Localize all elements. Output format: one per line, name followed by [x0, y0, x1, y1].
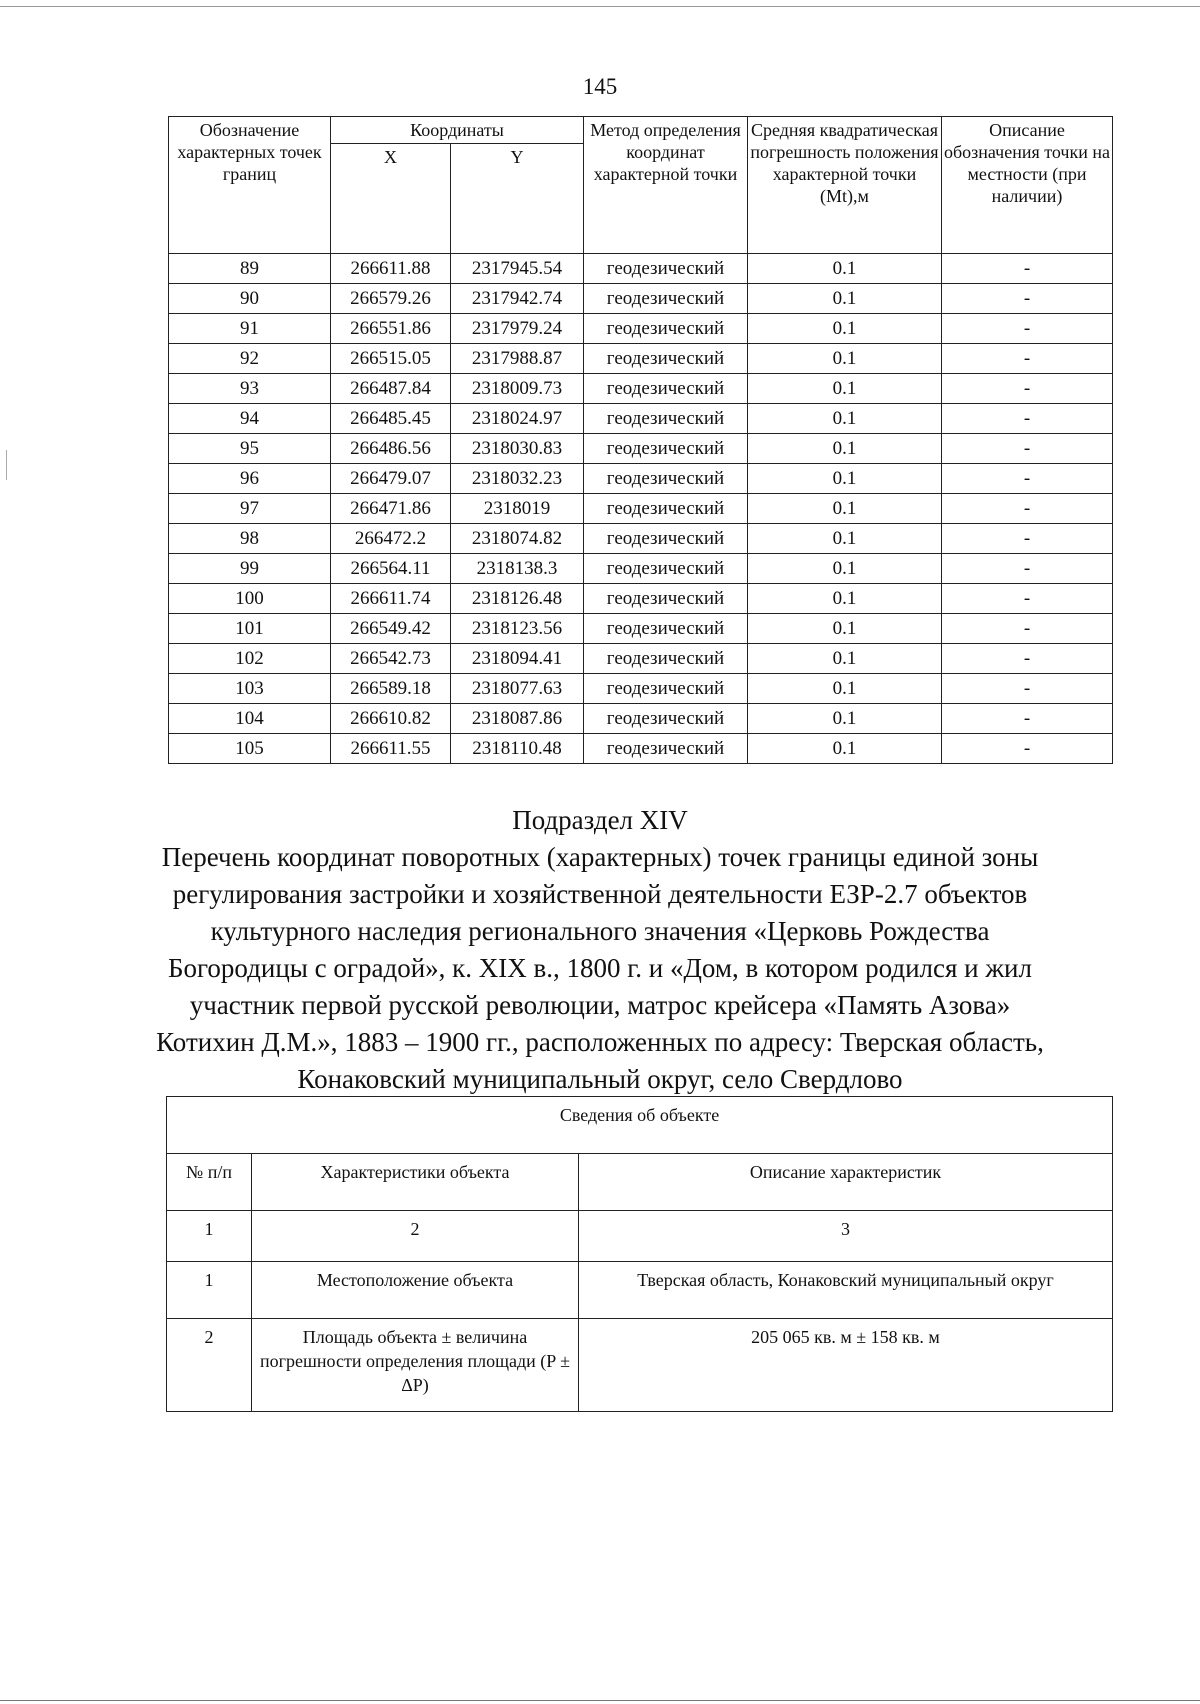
- y-cell: 2318077.63: [451, 674, 584, 704]
- info-table-title: Сведения об объекте: [167, 1097, 1113, 1154]
- coordinates-rows: [169, 254, 1113, 764]
- method-cell: геодезический: [584, 344, 748, 374]
- error-cell: 0.1: [748, 644, 942, 674]
- subsection-line: культурного наследия регионального значения «Церковь Рождества: [210, 916, 990, 946]
- point-cell: 93: [169, 374, 331, 404]
- method-cell: геодезический: [584, 314, 748, 344]
- subsection-line: Конаковский муниципальный округ, село Свердлово: [297, 1064, 903, 1094]
- error-cell: 0.1: [748, 704, 942, 734]
- point-cell: 99: [169, 554, 331, 584]
- coordinate-row: [169, 314, 1113, 344]
- description-cell: -: [942, 314, 1113, 344]
- coordinate-row: [169, 254, 1113, 284]
- x-cell: 266611.74: [331, 584, 451, 614]
- x-cell: 266515.05: [331, 344, 451, 374]
- subsection-line: Котихин Д.М.», 1883 – 1900 гг., расположенных по адресу: Тверская область,: [156, 1027, 1044, 1057]
- y-cell: 2318074.82: [451, 524, 584, 554]
- method-cell: геодезический: [584, 614, 748, 644]
- method-cell: геодезический: [584, 284, 748, 314]
- info-row-characteristic: Местоположение объекта: [252, 1262, 579, 1319]
- point-cell: 101: [169, 614, 331, 644]
- description-cell: -: [942, 674, 1113, 704]
- coordinate-row: [169, 404, 1113, 434]
- description-cell: -: [942, 464, 1113, 494]
- header-y: Y: [451, 144, 584, 254]
- coordinates-table: [168, 116, 1113, 764]
- description-cell: -: [942, 644, 1113, 674]
- y-cell: 2318110.48: [451, 734, 584, 764]
- description-cell: -: [942, 614, 1113, 644]
- info-row-characteristic: Площадь объекта ± величина погрешности определения площади (P ± ΔP): [252, 1319, 579, 1412]
- info-row-description: 205 065 кв. м ± 158 кв. м: [579, 1319, 1113, 1412]
- method-cell: геодезический: [584, 404, 748, 434]
- x-cell: 266579.26: [331, 284, 451, 314]
- header-error: Средняя квадратическая погрешность положения характерной точки (Mt),м: [748, 117, 942, 254]
- error-cell: 0.1: [748, 434, 942, 464]
- coordinate-row: [169, 434, 1113, 464]
- coordinate-row: [169, 524, 1113, 554]
- y-cell: 2317945.54: [451, 254, 584, 284]
- point-cell: 89: [169, 254, 331, 284]
- method-cell: геодезический: [584, 434, 748, 464]
- description-cell: -: [942, 404, 1113, 434]
- info-header-description: Описание характеристик: [579, 1154, 1113, 1211]
- description-cell: -: [942, 344, 1113, 374]
- method-cell: геодезический: [584, 554, 748, 584]
- point-cell: 102: [169, 644, 331, 674]
- header-coordinates: Координаты: [331, 117, 584, 144]
- header-description: Описание обозначения точки на местности (при наличии): [942, 117, 1113, 254]
- description-cell: -: [942, 494, 1113, 524]
- x-cell: 266589.18: [331, 674, 451, 704]
- y-cell: 2318087.86: [451, 704, 584, 734]
- y-cell: 2318024.97: [451, 404, 584, 434]
- y-cell: 2318126.48: [451, 584, 584, 614]
- info-header-num: № п/п: [167, 1154, 252, 1211]
- y-cell: 2317942.74: [451, 284, 584, 314]
- error-cell: 0.1: [748, 734, 942, 764]
- x-cell: 266542.73: [331, 644, 451, 674]
- error-cell: 0.1: [748, 314, 942, 344]
- point-cell: 100: [169, 584, 331, 614]
- point-cell: 105: [169, 734, 331, 764]
- page-number: 145: [582, 74, 618, 99]
- point-cell: 92: [169, 344, 331, 374]
- subsection-line: регулирования застройки и хозяйственной деятельности ЕЗР-2.7 объектов: [172, 879, 1028, 909]
- point-cell: 96: [169, 464, 331, 494]
- header-point: Обозначение характерных точек границ: [169, 117, 331, 254]
- object-info-table: [166, 1096, 1113, 1412]
- error-cell: 0.1: [748, 344, 942, 374]
- subsection-line: участник первой русской революции, матрос крейсера «Память Азова»: [189, 990, 1011, 1020]
- x-cell: 266471.86: [331, 494, 451, 524]
- description-cell: -: [942, 374, 1113, 404]
- coordinate-row: [169, 644, 1113, 674]
- method-cell: геодезический: [584, 584, 748, 614]
- header-x: X: [331, 144, 451, 254]
- coordinate-row: [169, 494, 1113, 524]
- point-cell: 97: [169, 494, 331, 524]
- info-row-num: 2: [167, 1319, 252, 1412]
- y-cell: 2318009.73: [451, 374, 584, 404]
- subsection-line: Перечень координат поворотных (характерных) точек границы единой зоны: [161, 842, 1039, 872]
- point-cell: 98: [169, 524, 331, 554]
- x-cell: 266564.11: [331, 554, 451, 584]
- subsection-title: Подраздел XIV: [512, 805, 688, 835]
- x-cell: 266551.86: [331, 314, 451, 344]
- scan-edge-top: [0, 6, 1200, 7]
- x-cell: 266549.42: [331, 614, 451, 644]
- error-cell: 0.1: [748, 254, 942, 284]
- description-cell: -: [942, 524, 1113, 554]
- info-column-number: 1: [167, 1211, 252, 1262]
- x-cell: 266479.07: [331, 464, 451, 494]
- y-cell: 2318032.23: [451, 464, 584, 494]
- subsection-line: Богородицы с оградой», к. XIX в., 1800 г. и «Дом, в котором родился и жил: [168, 953, 1032, 983]
- point-cell: 94: [169, 404, 331, 434]
- method-cell: геодезический: [584, 704, 748, 734]
- description-cell: -: [942, 554, 1113, 584]
- coordinate-row: [169, 584, 1113, 614]
- method-cell: геодезический: [584, 494, 748, 524]
- x-cell: 266487.84: [331, 374, 451, 404]
- info-row-description: Тверская область, Конаковский муниципальный округ: [579, 1262, 1113, 1319]
- method-cell: геодезический: [584, 734, 748, 764]
- info-header-characteristic: Характеристики объекта: [252, 1154, 579, 1211]
- point-cell: 95: [169, 434, 331, 464]
- error-cell: 0.1: [748, 584, 942, 614]
- x-cell: 266485.45: [331, 404, 451, 434]
- x-cell: 266611.88: [331, 254, 451, 284]
- error-cell: 0.1: [748, 284, 942, 314]
- error-cell: 0.1: [748, 374, 942, 404]
- coordinate-row: [169, 554, 1113, 584]
- method-cell: геодезический: [584, 524, 748, 554]
- coordinate-row: [169, 674, 1113, 704]
- x-cell: 266486.56: [331, 434, 451, 464]
- error-cell: 0.1: [748, 464, 942, 494]
- method-cell: геодезический: [584, 464, 748, 494]
- point-cell: 103: [169, 674, 331, 704]
- coordinate-row: [169, 704, 1113, 734]
- coordinate-row: [169, 464, 1113, 494]
- error-cell: 0.1: [748, 404, 942, 434]
- coordinate-row: [169, 734, 1113, 764]
- description-cell: -: [942, 584, 1113, 614]
- error-cell: 0.1: [748, 614, 942, 644]
- coordinate-row: [169, 284, 1113, 314]
- header-method: Метод определения координат характерной точки: [584, 117, 748, 254]
- point-cell: 91: [169, 314, 331, 344]
- error-cell: 0.1: [748, 524, 942, 554]
- description-cell: -: [942, 434, 1113, 464]
- description-cell: -: [942, 704, 1113, 734]
- x-cell: 266611.55: [331, 734, 451, 764]
- method-cell: геодезический: [584, 674, 748, 704]
- scan-edge-bottom: [0, 1700, 1200, 1701]
- info-row-num: 1: [167, 1262, 252, 1319]
- y-cell: 2318019: [451, 494, 584, 524]
- info-column-number: 3: [579, 1211, 1113, 1262]
- method-cell: геодезический: [584, 254, 748, 284]
- scan-edge-left: [6, 450, 7, 480]
- y-cell: 2317979.24: [451, 314, 584, 344]
- x-cell: 266610.82: [331, 704, 451, 734]
- point-cell: 90: [169, 284, 331, 314]
- y-cell: 2318094.41: [451, 644, 584, 674]
- y-cell: 2318030.83: [451, 434, 584, 464]
- description-cell: -: [942, 734, 1113, 764]
- error-cell: 0.1: [748, 674, 942, 704]
- subsection-heading: [60, 802, 1140, 1098]
- y-cell: 2318138.3: [451, 554, 584, 584]
- y-cell: 2318123.56: [451, 614, 584, 644]
- description-cell: -: [942, 284, 1113, 314]
- coordinate-row: [169, 614, 1113, 644]
- method-cell: геодезический: [584, 374, 748, 404]
- error-cell: 0.1: [748, 554, 942, 584]
- info-column-number: 2: [252, 1211, 579, 1262]
- method-cell: геодезический: [584, 644, 748, 674]
- coordinate-row: [169, 344, 1113, 374]
- point-cell: 104: [169, 704, 331, 734]
- description-cell: -: [942, 254, 1113, 284]
- error-cell: 0.1: [748, 494, 942, 524]
- y-cell: 2317988.87: [451, 344, 584, 374]
- coordinate-row: [169, 374, 1113, 404]
- x-cell: 266472.2: [331, 524, 451, 554]
